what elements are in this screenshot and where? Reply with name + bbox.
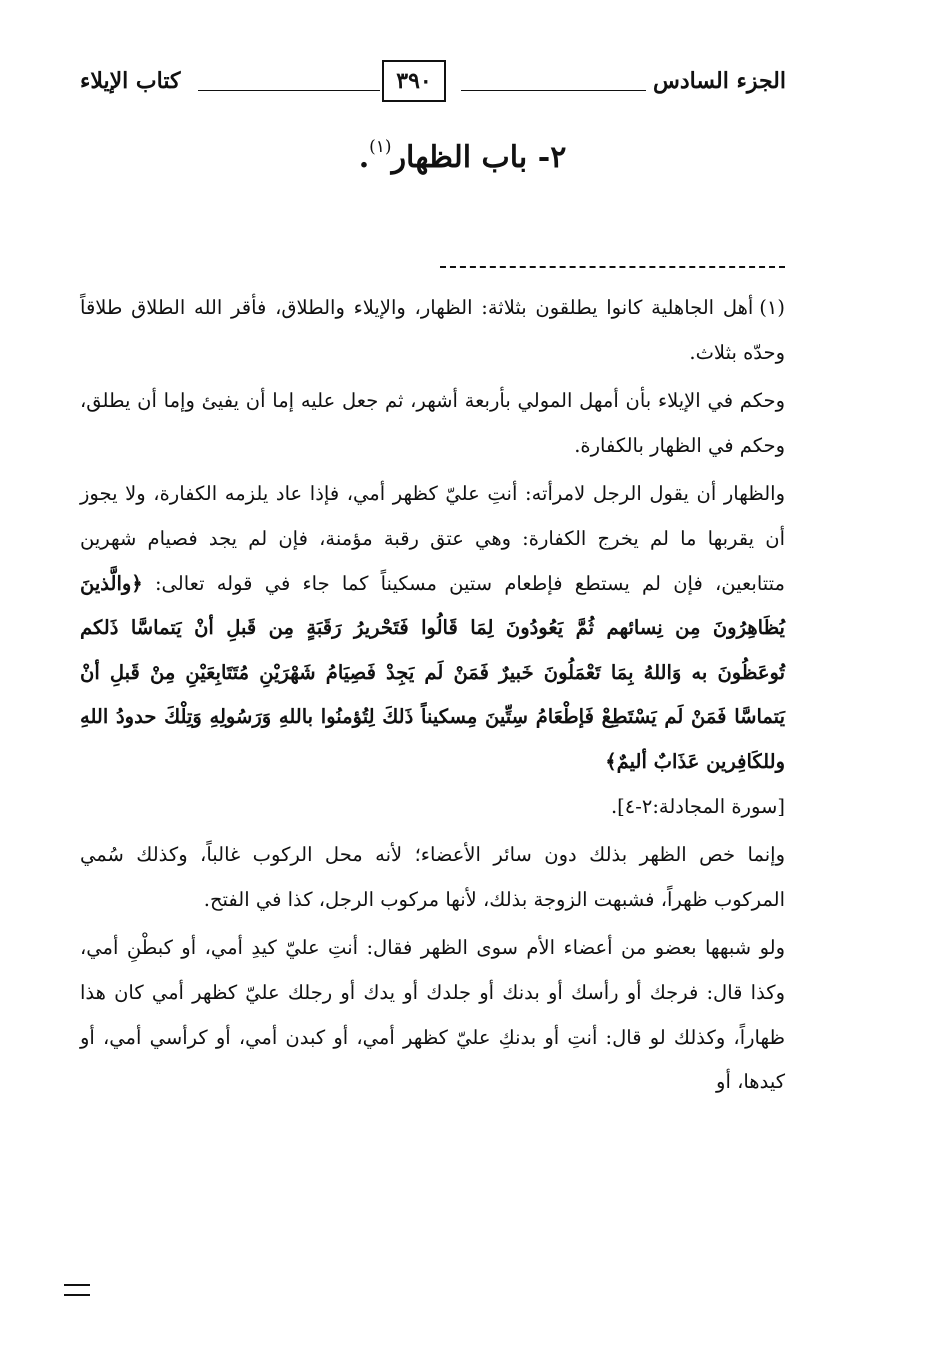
volume-label: الجزء السادس	[653, 68, 786, 94]
chapter-title	[0, 137, 925, 175]
verse-citation: [سورة المجادلة:٢-٤].	[610, 794, 785, 818]
chapter-title-text: ٢- باب الظهار	[391, 140, 567, 175]
book-label: كتاب الإيلاء	[80, 68, 181, 94]
header-rule-left	[198, 90, 380, 91]
footnote-text-3: والظهار أن يقول الرجل لامرأته: أنتِ عليّ كظهر أمي، فإذا عاد يلزمه الكفارة، ولا يجوز أن يقربها ما لم يخرج الكفارة: وهي عتق رقبة مؤمنة، فإن لم يجد فصيام شهرين متتابعين، فإن لم يستطع فإطعام ستين مسكيناً كما جاء في قوله تعالى:	[80, 482, 786, 595]
footnote-paragraph-1	[80, 286, 785, 375]
footnote-paragraph-3	[80, 472, 785, 829]
continuation-mark	[64, 1284, 90, 1296]
footnote-text-2: وحكم في الإيلاء بأن أمهل المولي بأربعة أشهر، ثم جعل عليه إما أن يفيئ وإما أن يطلق، وحكم في الظهار بالكفارة.	[80, 389, 785, 457]
footnote-number: (١)	[759, 296, 785, 319]
footnote-paragraph-2	[80, 379, 785, 468]
footnote-text-1: أهل الجاهلية كانوا يطلقون بثلاثة: الظهار، والإيلاء والطلاق، فأقر الله الطلاق طلاقاً وحدّه بثلاث.	[80, 296, 785, 364]
footnote-text-5: ولو شبهها بعضو من أعضاء الأم سوى الظهر فقال: أنتِ عليّ كيدِ أمي، أو كبطْنِ أمي، وكذا قال: فرجك أو رأسك أو بدنك أو جلدك أو يدك أو رجلك عليّ كظهر أمي كان هذا ظهاراً، وكذلك لو قال: أنتِ أو بدنكِ عليّ كظهر أمي، أو كبدن أمي، أو كرأسي أمي، أو كيدها، أو	[80, 936, 785, 1094]
chapter-title-period: .	[358, 140, 370, 175]
page-number: ٣٩٠	[382, 60, 446, 102]
running-header	[80, 58, 786, 108]
chapter-footnote-ref: (١)	[369, 137, 392, 157]
footnote-paragraph-4	[80, 833, 785, 922]
footnote-separator	[440, 266, 785, 268]
footnote-body	[80, 286, 785, 1109]
footnote-text-4: وإنما خص الظهر بذلك دون سائر الأعضاء؛ لأنه محل الركوب غالباً، وكذلك سُمي المركوب ظهراً، فشبهت الزوجة بذلك، لأنها مركوب الرجل، كذا في الفتح.	[80, 843, 785, 911]
quran-verse: ﴿والَّذينَ يُظَاهِرُونَ مِن نِسائهم ثُمَّ يَعُودُونَ لِمَا قَالُوا فَتَحْريرُ رَقَبَةٍ مِن قَبلِ أنْ يَتماسَّا ذَلكم تُوعَظُونَ به وَاللهُ بِمَا تَعْمَلُونَ خَبيرٌ فَمَنْ لَم يَجِدْ فَصِيَامُ شَهْرَيْنِ مُتَتَابِعَيْنِ مِنْ قَبلِ أنْ يَتماسَّا فَمَنْ لَم يَسْتَطِعْ فَإطْعَامُ سِتِّينَ مِسكيناً ذَلكَ لِتُؤمنُوا باللهِ وَرَسُولِهِ وَتِلْكَ حدودُ اللهِ وللكَافِرين عَذَابٌ أليمٌ﴾	[80, 571, 785, 773]
footnote-paragraph-5	[80, 926, 785, 1104]
header-rule-right	[461, 90, 646, 91]
